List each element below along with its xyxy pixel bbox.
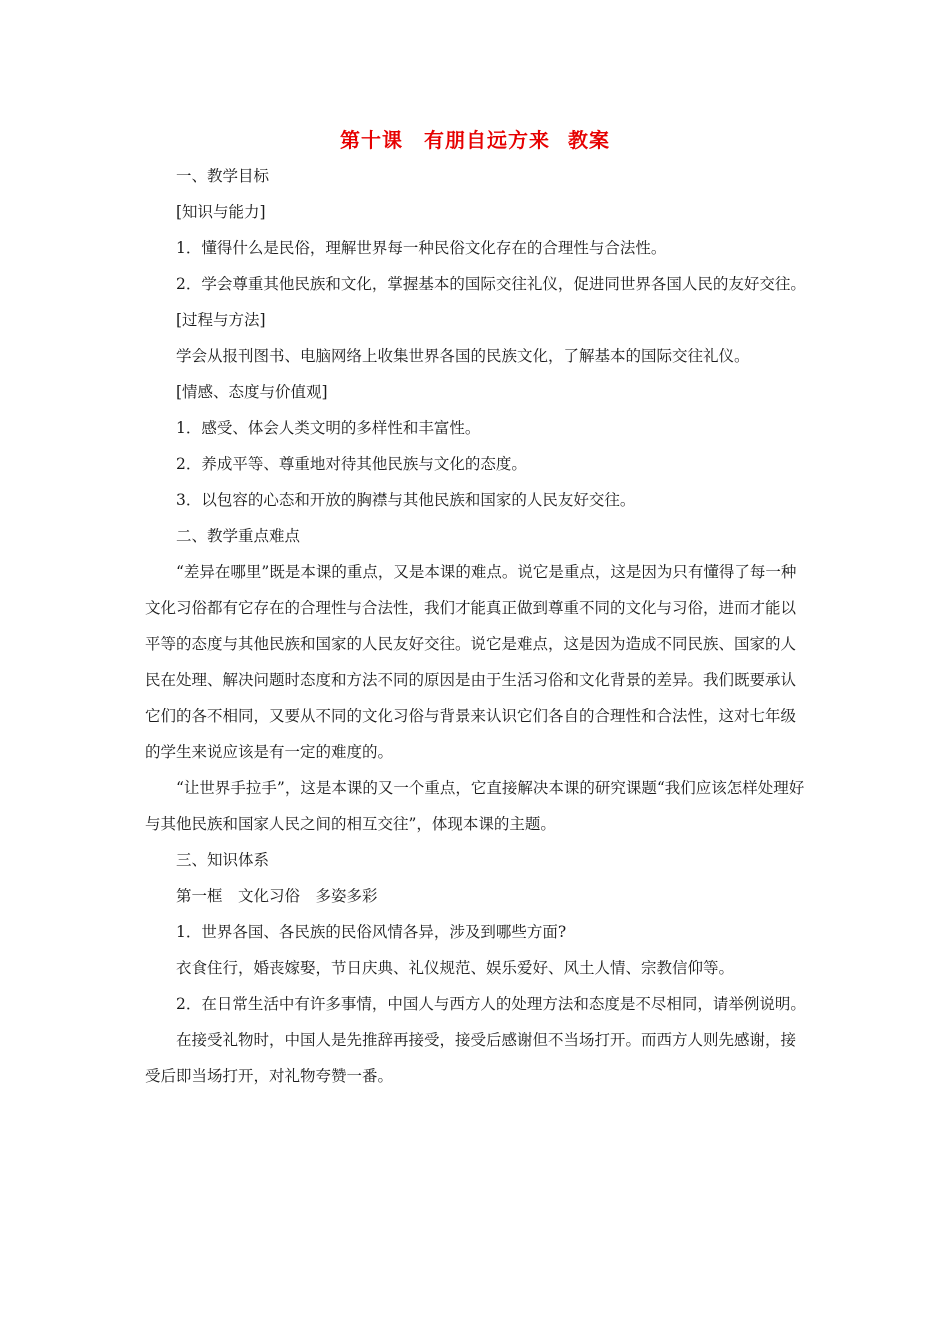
subsection-heading: 第一框 文化习俗 多姿多彩	[176, 887, 378, 905]
section-heading: 二、教学重点难点	[176, 527, 301, 545]
paragraph: 1．感受、体会人类文明的多样性和丰富性。	[176, 419, 481, 437]
subsection-heading: [情感、态度与价值观]	[176, 383, 328, 401]
question: 2．在日常生活中有许多事情，中国人与西方人的处理方法和态度是不尽相同，请举例说明。	[176, 995, 806, 1013]
answer: 在接受礼物时，中国人是先推辞再接受，接受后感谢但不当场打开。而西方人则先感谢，接受后即当场打开，对礼物夸赞一番。	[145, 1031, 797, 1085]
paragraph: 1．懂得什么是民俗，理解世界每一种民俗文化存在的合理性与合法性。	[176, 239, 667, 257]
paragraph: 3．以包容的心态和开放的胸襟与其他民族和国家的人民友好交往。	[176, 491, 636, 509]
paragraph: 学会从报刊图书、电脑网络上收集世界各国的民族文化，了解基本的国际交往礼仪。	[176, 347, 750, 365]
paragraph: “差异在哪里”既是本课的重点，又是本课的难点。说它是重点，这是因为只有懂得了每一种文化习俗都有它存在的合理性与合法性，我们才能真正做到尊重不同的文化与习俗，进而才能以平等的态度与其他民族和国家的人民友好交往。说它是难点，这是因为造成不同民族、国家的人民在处理、解决问题时态度和方法不同的原因是由于生活习俗和文化背景的差异。我们既要承认它们的各不相同，又要从不同的文化习俗与背景来认识它们各自的合理性和合法性，这对七年级的学生来说应该是有一定的难度的。	[145, 563, 797, 761]
subsection-heading: [过程与方法]	[176, 311, 266, 329]
question: 1．世界各国、各民族的民俗风情各异，涉及到哪些方面?	[176, 923, 567, 941]
answer: 衣食住行，婚丧嫁娶，节日庆典、礼仪规范、娱乐爱好、风土人情、宗教信仰等。	[176, 959, 735, 977]
paragraph: “让世界手拉手”，这是本课的又一个重点，它直接解决本课的研究课题“我们应该怎样处理好与其他民族和国家人民之间的相互交往”，体现本课的主题。	[145, 779, 805, 833]
paragraph: 2．养成平等、尊重地对待其他民族与文化的态度。	[176, 455, 527, 473]
paragraph: 2．学会尊重其他民族和文化，掌握基本的国际交往礼仪，促进同世界各国人民的友好交往。	[176, 275, 806, 293]
section-heading: 一、教学目标	[176, 167, 270, 185]
document-body	[145, 158, 810, 1094]
subsection-heading: [知识与能力]	[176, 203, 266, 221]
document-title: 第十课 有朋自远方来 教案	[340, 128, 610, 152]
section-heading: 三、知识体系	[176, 851, 270, 869]
